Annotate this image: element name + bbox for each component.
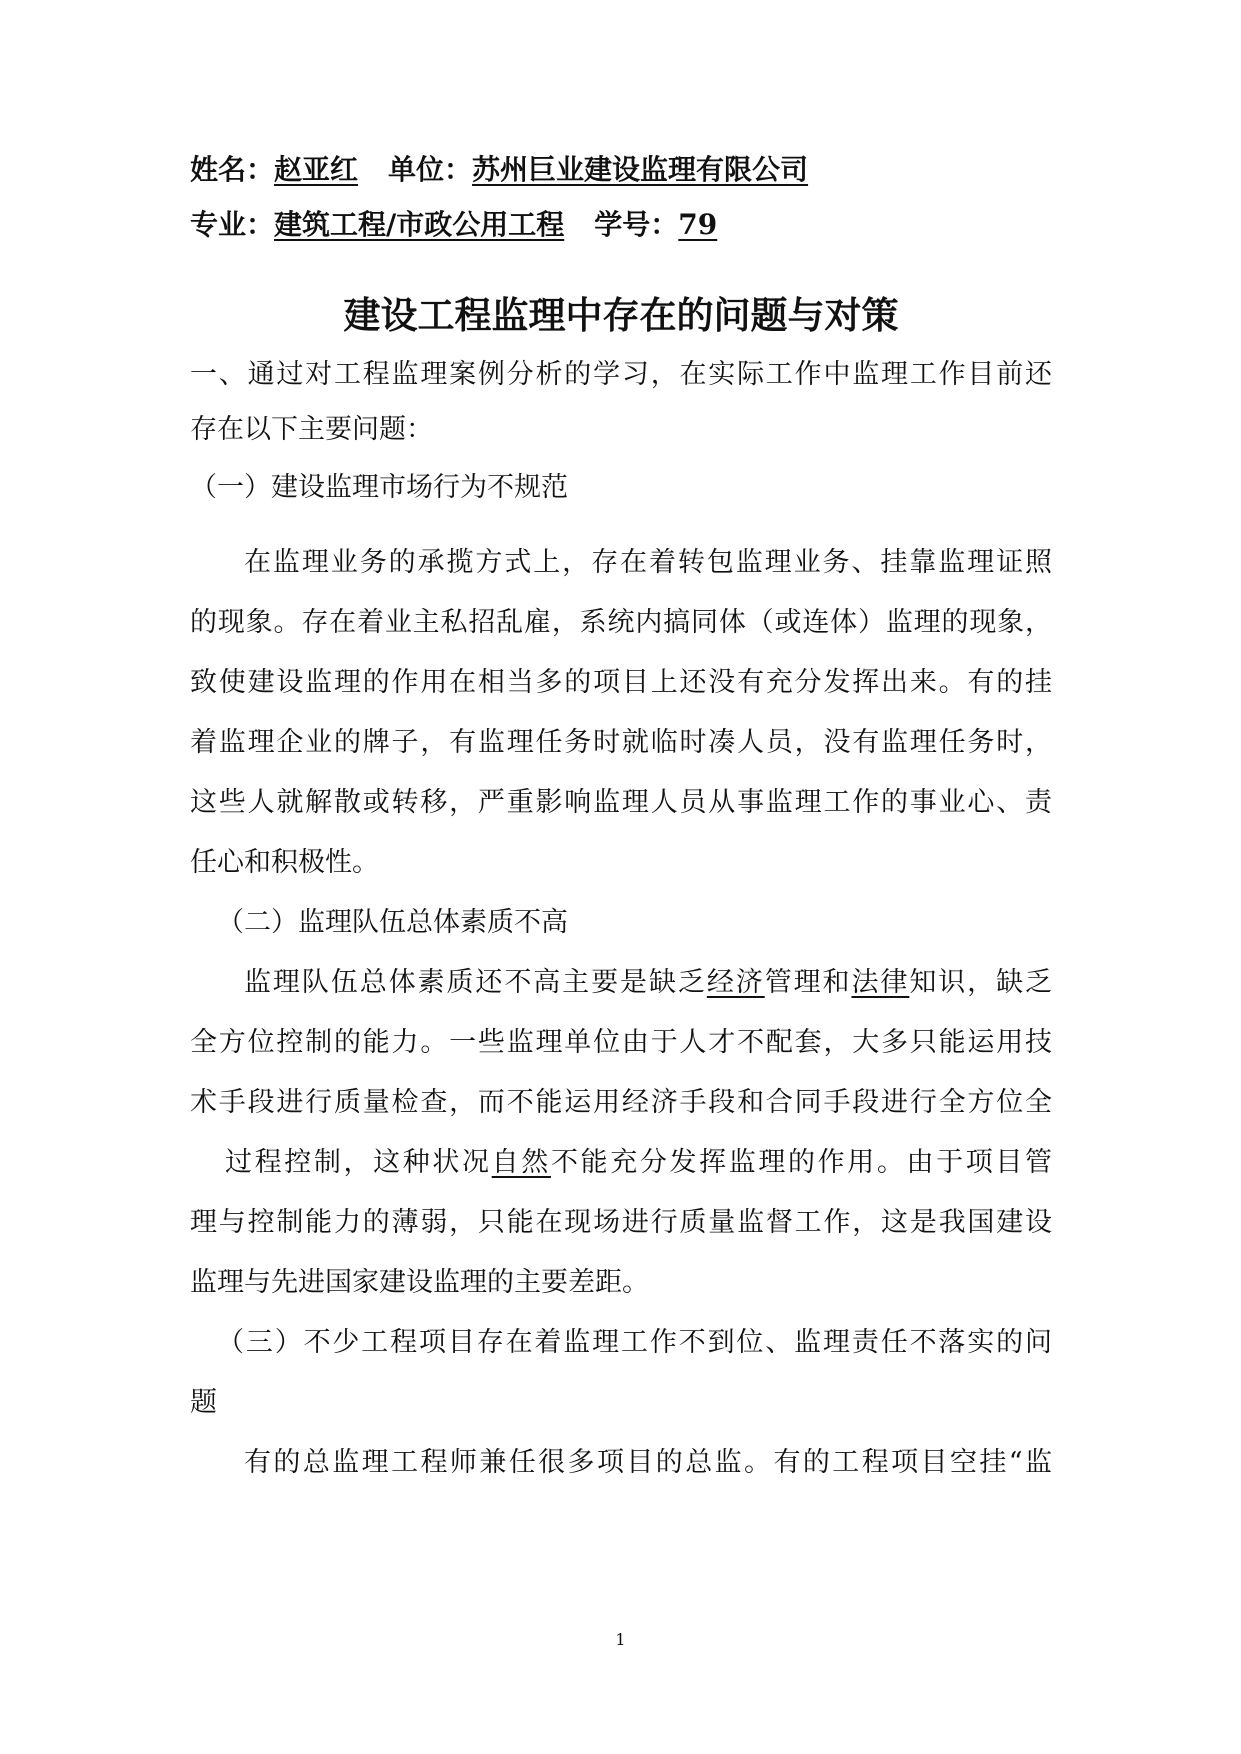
body-line-12: 全方位控制的能力。一些监理单位由于人才不配套，大多只能运用技 [190,1027,1052,1058]
link-law: 法律 [851,967,910,998]
document-title: 建设工程监理中存在的问题与对策 [343,293,899,337]
link-economics: 经济 [706,967,765,998]
body-line-6: 致使建设监理的作用在相当多的项目上还没有充分发挥出来。有的挂 [190,667,1052,698]
unit-value: 苏州巨业建设监理有限公司 [472,153,809,186]
body-line-19: 有的总监理工程师兼任很多项目的总监。有的工程项目空挂“监 [244,1447,1052,1478]
header-name-unit [190,150,1052,190]
body-line-14: 过程控制，这种状况自然不能充分发挥监理的作用。由于项目管 [225,1147,1053,1178]
body-line-1: 一、通过对工程监理案例分析的学习，在实际工作中监理工作目前还 [190,359,1052,390]
section-heading-1: （一）建设监理市场行为不规范 [190,472,568,503]
body-line-7: 着监理企业的牌子，有监理任务时就临时凑人员，没有监理任务时， [190,727,1052,758]
name-label: 姓名： [190,153,275,186]
id-value: 79 [678,208,718,241]
body-line-16: 监理与先进国家建设监理的主要差距。 [190,1267,649,1298]
body-line-15: 理与控制能力的薄弱，只能在现场进行质量监督工作，这是我国建设 [190,1207,1052,1238]
major-label: 专业： [190,208,275,241]
body-line-5: 的现象。存在着业主私招乱雇，系统内搞同体（或连体）监理的现象， [190,607,1052,638]
unit-label: 单位： [388,153,473,186]
header-major-id [190,205,1052,245]
body-line-2: 存在以下主要问题： [190,414,433,445]
section-heading-2: （二）监理队伍总体素质不高 [217,907,568,938]
section-heading-3: （三）不少工程项目存在着监理工作不到位、监理责任不落实的问 [217,1327,1052,1358]
body-line-8: 这些人就解散或转移，严重影响监理人员从事监理工作的事业心、责 [190,787,1052,818]
body-line-18: 题 [190,1387,217,1418]
body-line-9: 任心和积极性。 [190,847,379,878]
body-line-13: 术手段进行质量检查，而不能运用经济手段和合同手段进行全方位全 [190,1087,1052,1118]
id-label: 学号： [594,208,679,241]
body-line-4: 在监理业务的承揽方式上，存在着转包监理业务、挂靠监理证照 [244,547,1052,578]
page-number: 1 [615,1630,626,1649]
name-value: 赵亚红 [274,153,359,186]
body-line-11: 监理队伍总体素质还不高主要是缺乏经济管理和法律知识，缺乏 [244,967,1053,998]
major-value: 建筑工程/市政公用工程 [274,208,565,241]
link-natural: 自然 [491,1147,551,1178]
